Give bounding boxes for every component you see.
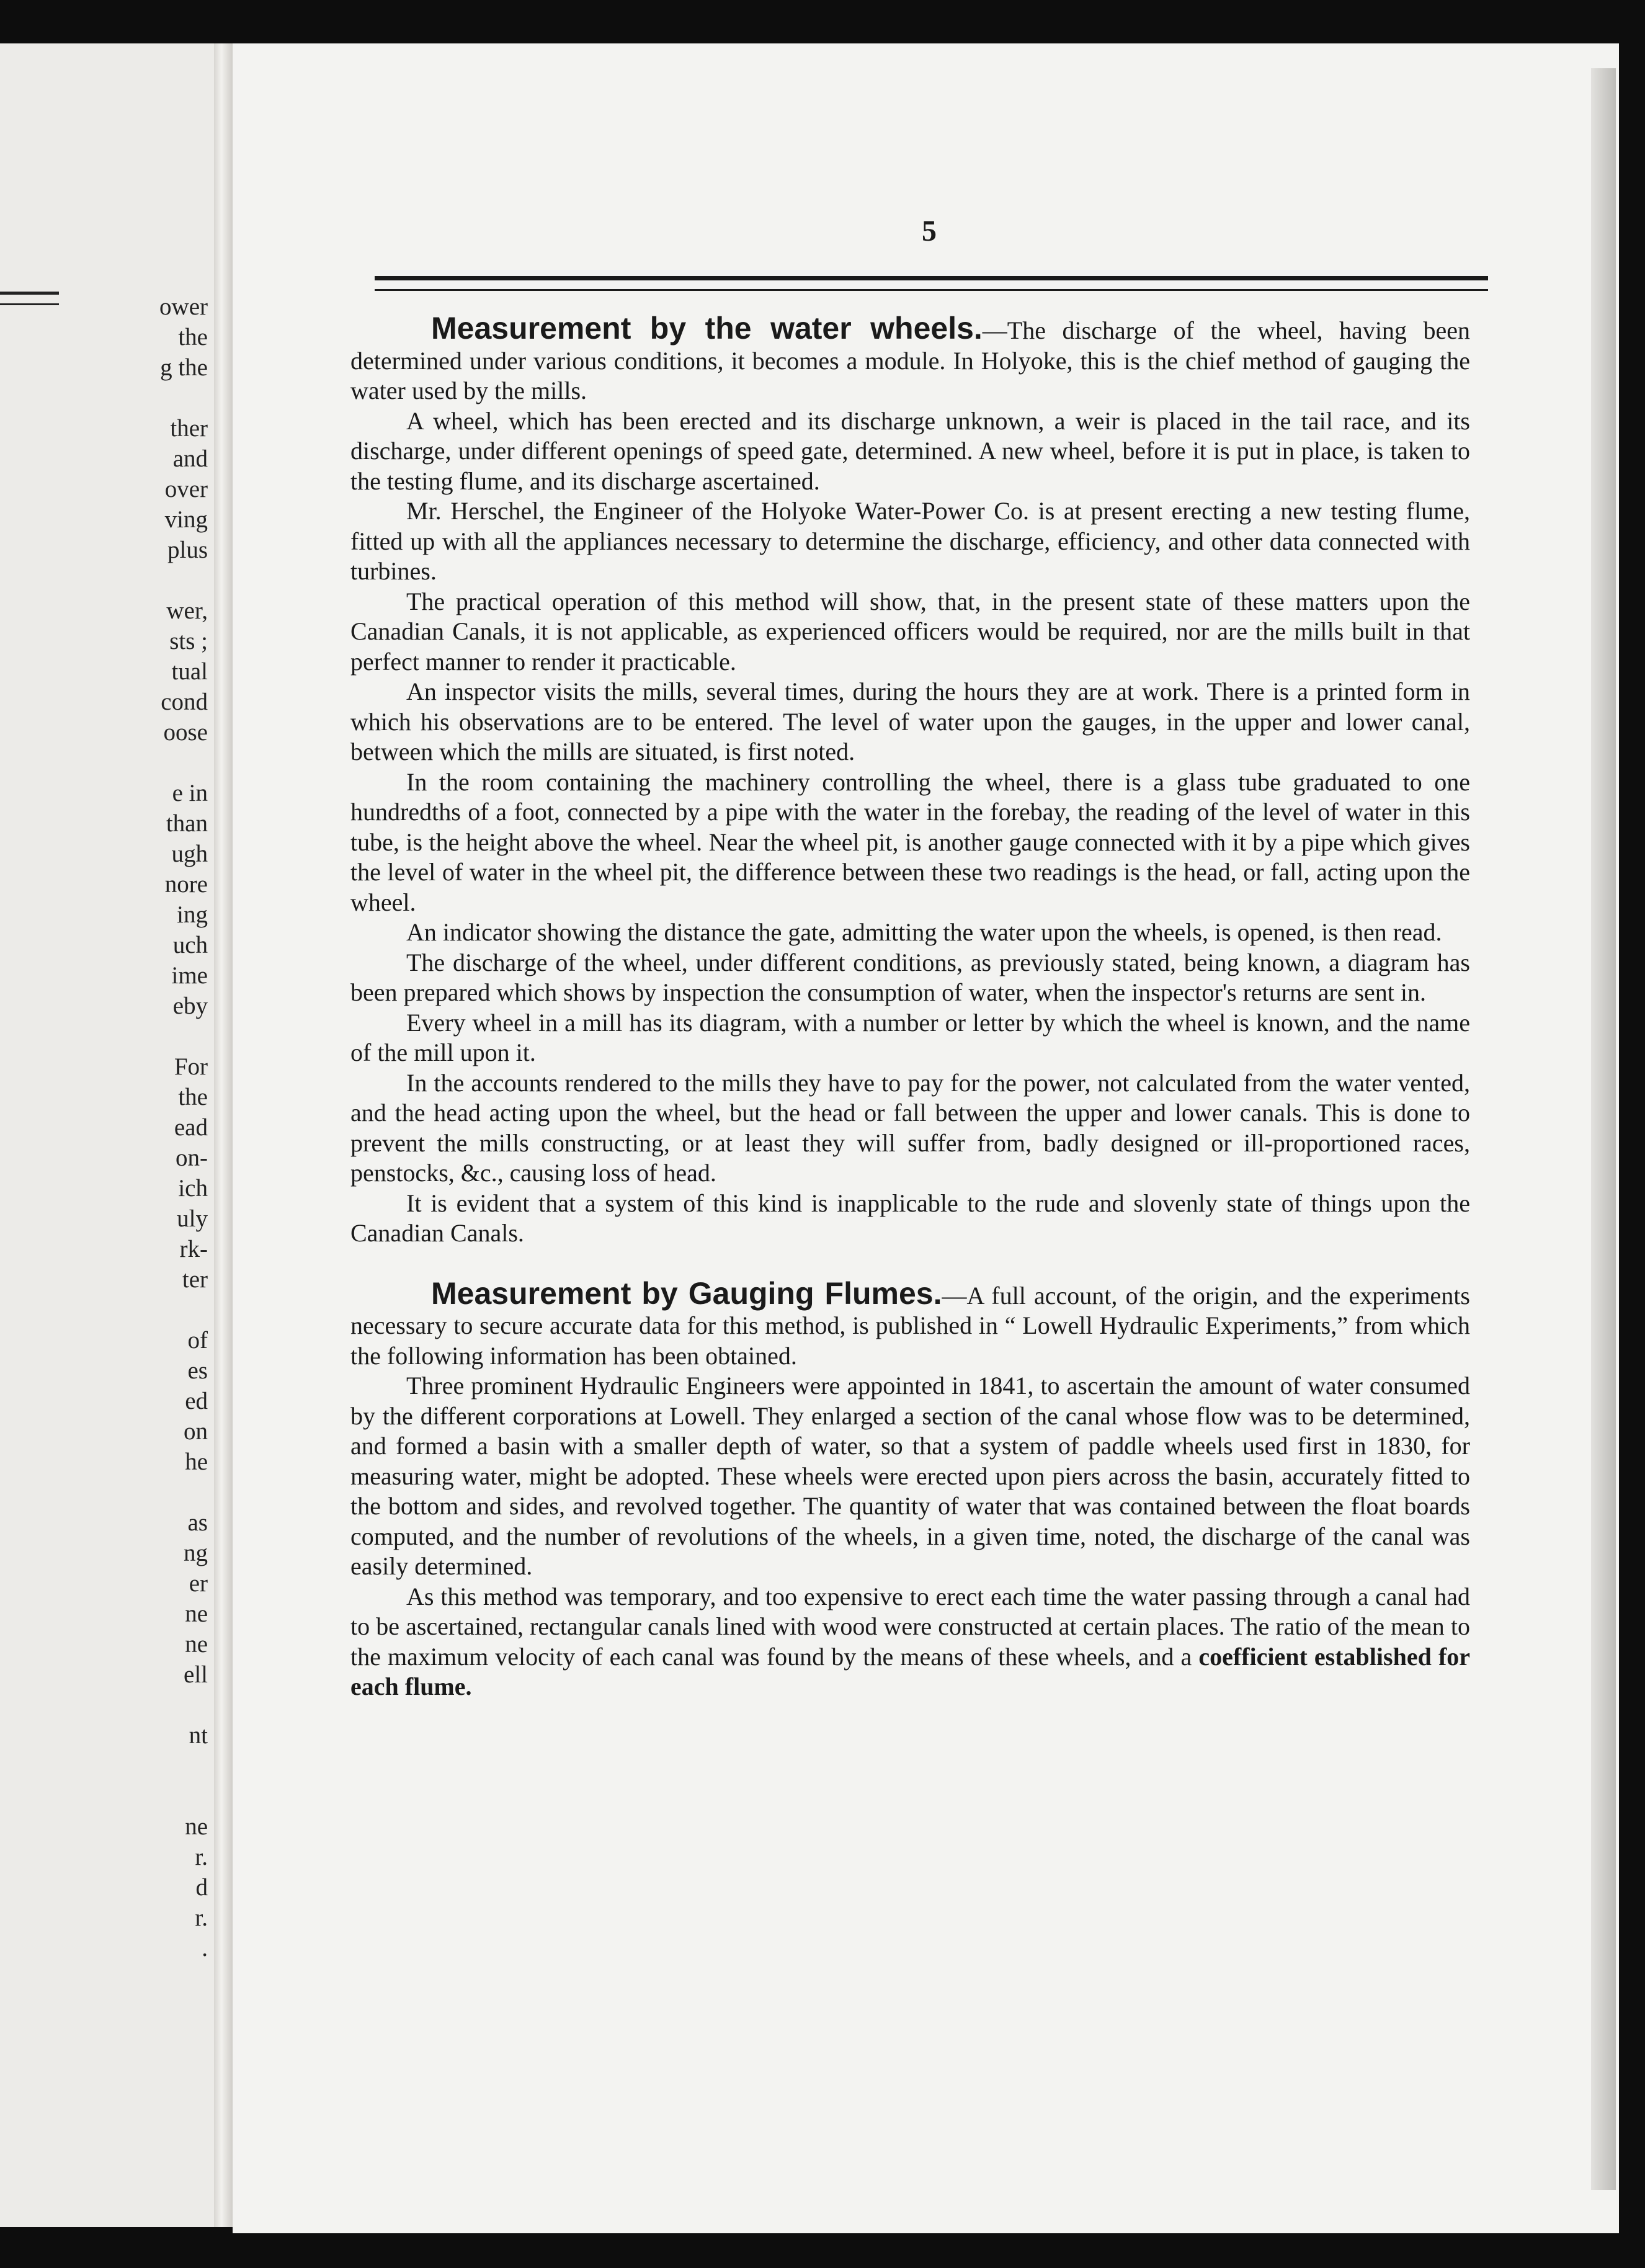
left-page-fragment [133, 748, 208, 778]
left-page-fragment: of [187, 1327, 208, 1354]
paragraph: An indicator showing the distance the gate, admitting the water upon the wheels, is opened, is then read. [406, 918, 1442, 946]
left-page-fragment: r. [195, 1904, 208, 1931]
left-facing-page [0, 43, 214, 2227]
left-page-fragment: he [185, 1449, 208, 1475]
left-page-fragment: nt [189, 1722, 208, 1749]
left-page-fragment: es [187, 1357, 208, 1384]
left-page-fragment: ne [185, 1601, 208, 1627]
section1-heading: Measurement by the water wheels. [431, 311, 983, 346]
left-page-fragment: the [178, 1084, 208, 1110]
left-page-fragment: on [184, 1418, 208, 1445]
left-page-fragment: r. [195, 1844, 208, 1870]
paragraph: In the accounts rendered to the mills they have to pay for the power, not calculated from the water vented, and the head acting upon the wheel, but the head or fall between the upper and lower canals. This is done to prevent the mills constructing, or at least they will suffer from, badly designed or ill-proportioned races, penstocks, &c., causing loss of head. [350, 1068, 1470, 1187]
left-page-fragment: er [189, 1570, 208, 1597]
left-page-fragment [133, 1295, 208, 1325]
final-paragraph-text: As this method was temporary, and too expensive to erect each time the water passing through a canal had to be ascertained, rectangular canals lined with wood were constructed at certain places. The ratio of the mean to the maximum velocity of each canal was found by the means of these wheels, and a [350, 1582, 1470, 1671]
left-page-rule [0, 292, 59, 305]
paragraph: The discharge of the wheel, under different conditions, as previously stated, being known, a diagram has been prepared which shows by inspection the consumption of water, when the inspector's returns are sent in. [350, 948, 1470, 1006]
section1-intro-paragraph [350, 313, 1470, 406]
left-page-fragment [133, 565, 208, 596]
left-page-fragment: cond [161, 689, 208, 715]
left-page-fragment: sts ; [169, 628, 208, 654]
left-page-fragment: the [178, 324, 208, 350]
paragraph: The practical operation of this method will show, that, in the present state of these matters upon the Canadian Canals, it is not applicable, as experienced officers would be required, nor are the mills built in that perfect manner to render it practicable. [350, 587, 1470, 676]
page-edge [1591, 68, 1616, 2190]
left-page-fragment [133, 1021, 208, 1051]
section2-heading: Measurement by Gauging Flumes. [431, 1275, 942, 1311]
left-page-fragment: uly [177, 1205, 208, 1232]
paragraph: Every wheel in a mill has its diagram, with a number or letter by which the wheel is known, and the name of the mill upon it. [350, 1008, 1470, 1066]
left-page-fragment: ing [177, 901, 208, 928]
left-page-fragment: oose [163, 719, 208, 746]
header-rule [375, 276, 1488, 291]
left-page-fragment [133, 1477, 208, 1507]
left-page-fragment: . [202, 1935, 208, 1962]
paragraph: An inspector visits the mills, several times, during the hours they are at work. There is a printed form in which his observations are to be entered. The level of water upon the gauges, in the upper and lower canal, between which the mills are situated, is first noted. [350, 677, 1470, 766]
left-page-fragment: For [174, 1053, 208, 1080]
left-page-fragment: ead [174, 1114, 208, 1141]
book-binding-gutter [214, 43, 233, 2227]
left-page-fragment: wer, [166, 597, 208, 624]
left-page-fragment: ime [171, 962, 208, 989]
paragraph: Three prominent Hydraulic Engineers were appointed in 1841, to ascertain the amount of water consumed by the different corporations at Lowell. They enlarged a section of the canal whose flow was to be determined, and formed a basin with a smaller depth of water, so that a system of paddle wheels used first in 1830, for measuring water, might be adopted. These wheels were erected upon piers across the basin, accurately fitted to the bottom and sides, and revolved together. The quantity of water that was contained between the float boards computed, and the number of revolutions of the wheels, in a given time, noted, the discharge of the canal was easily determined. [350, 1372, 1470, 1580]
left-page-fragment: g the [160, 354, 208, 381]
left-page-fragment: ter [182, 1266, 208, 1293]
left-page-fragment: ugh [171, 841, 208, 867]
left-page-fragment: ther [170, 415, 208, 442]
left-page-fragment: ell [184, 1661, 208, 1688]
left-page-fragment: tual [171, 658, 208, 685]
page-body [350, 313, 1470, 1702]
page-number: 5 [922, 215, 937, 248]
left-page-fragment: ed [185, 1388, 208, 1414]
left-page-fragment: than [166, 810, 208, 837]
paragraph: In the room containing the machinery controlling the wheel, there is a glass tube graduated to one hundredths of a foot, connected by a pipe with the water in the forebay, the reading of the level of water in this tube, is the height above the wheel. Near the wheel pit, is another gauge connected with it by a pipe which gives the level of water in the wheel pit, the difference between these two readings is the head, or fall, acting upon the wheel. [350, 767, 1470, 916]
left-page-fragment: and [172, 445, 208, 472]
left-page-fragment [133, 1781, 208, 1811]
left-page-text-fragments [133, 292, 208, 1963]
left-page-fragment: ne [185, 1631, 208, 1658]
left-page-fragment: as [187, 1509, 208, 1536]
paragraph: Mr. Herschel, the Engineer of the Holyoke Water-Power Co. is at present erecting a new testing flume, fitted up with all the appliances necessary to determine the discharge, efficiency, and other data connected with turbines. [350, 497, 1470, 585]
left-page-fragment: d [195, 1874, 208, 1901]
left-page-fragment: plus [167, 537, 208, 563]
left-page-fragment: rk- [179, 1236, 208, 1262]
left-page-fragment: e in [172, 780, 208, 806]
left-page-fragment: ower [159, 293, 208, 320]
left-page-fragment: ng [184, 1540, 208, 1566]
left-page-fragment: on- [176, 1145, 208, 1171]
left-page-fragment: eby [172, 993, 208, 1019]
left-page-fragment [133, 1690, 208, 1720]
left-page-fragment: ne [185, 1813, 208, 1840]
paragraph: It is evident that a system of this kind is inapplicable to the rude and slovenly state of things upon the Canadian Canals. [350, 1189, 1470, 1247]
left-page-fragment: ich [178, 1175, 208, 1202]
left-page-fragment: over [164, 476, 208, 502]
left-page-fragment: ving [164, 506, 208, 533]
left-page-fragment: uch [172, 932, 208, 958]
paragraph: A wheel, which has been erected and its discharge unknown, a weir is placed in the tail race, and its discharge, under different openings of speed gate, determined. A new wheel, before it is put in place, is taken to the testing flume, and its discharge ascertained. [350, 406, 1470, 495]
final-paragraph-bold-text: coefficient established for each flume. [350, 1642, 1471, 1700]
left-page-fragment: nore [164, 871, 208, 898]
section1-intro-text: —The discharge of the wheel, having been determined under various conditions, it becomes a module. In Holyoke, this is the chief method of gauging the water used by the mills. [350, 316, 1471, 404]
section2-intro-paragraph [350, 1275, 1470, 1372]
left-page-fragment [133, 383, 208, 413]
left-page-fragment [133, 1751, 208, 1781]
section2-intro-text: —A full account, of the origin, and the experiments necessary to secure accurate data for this method, is published in “ Lowell Hydraulic Experiments,” from which the following information has been obtained. [350, 1281, 1470, 1370]
final-paragraph [350, 1582, 1470, 1702]
